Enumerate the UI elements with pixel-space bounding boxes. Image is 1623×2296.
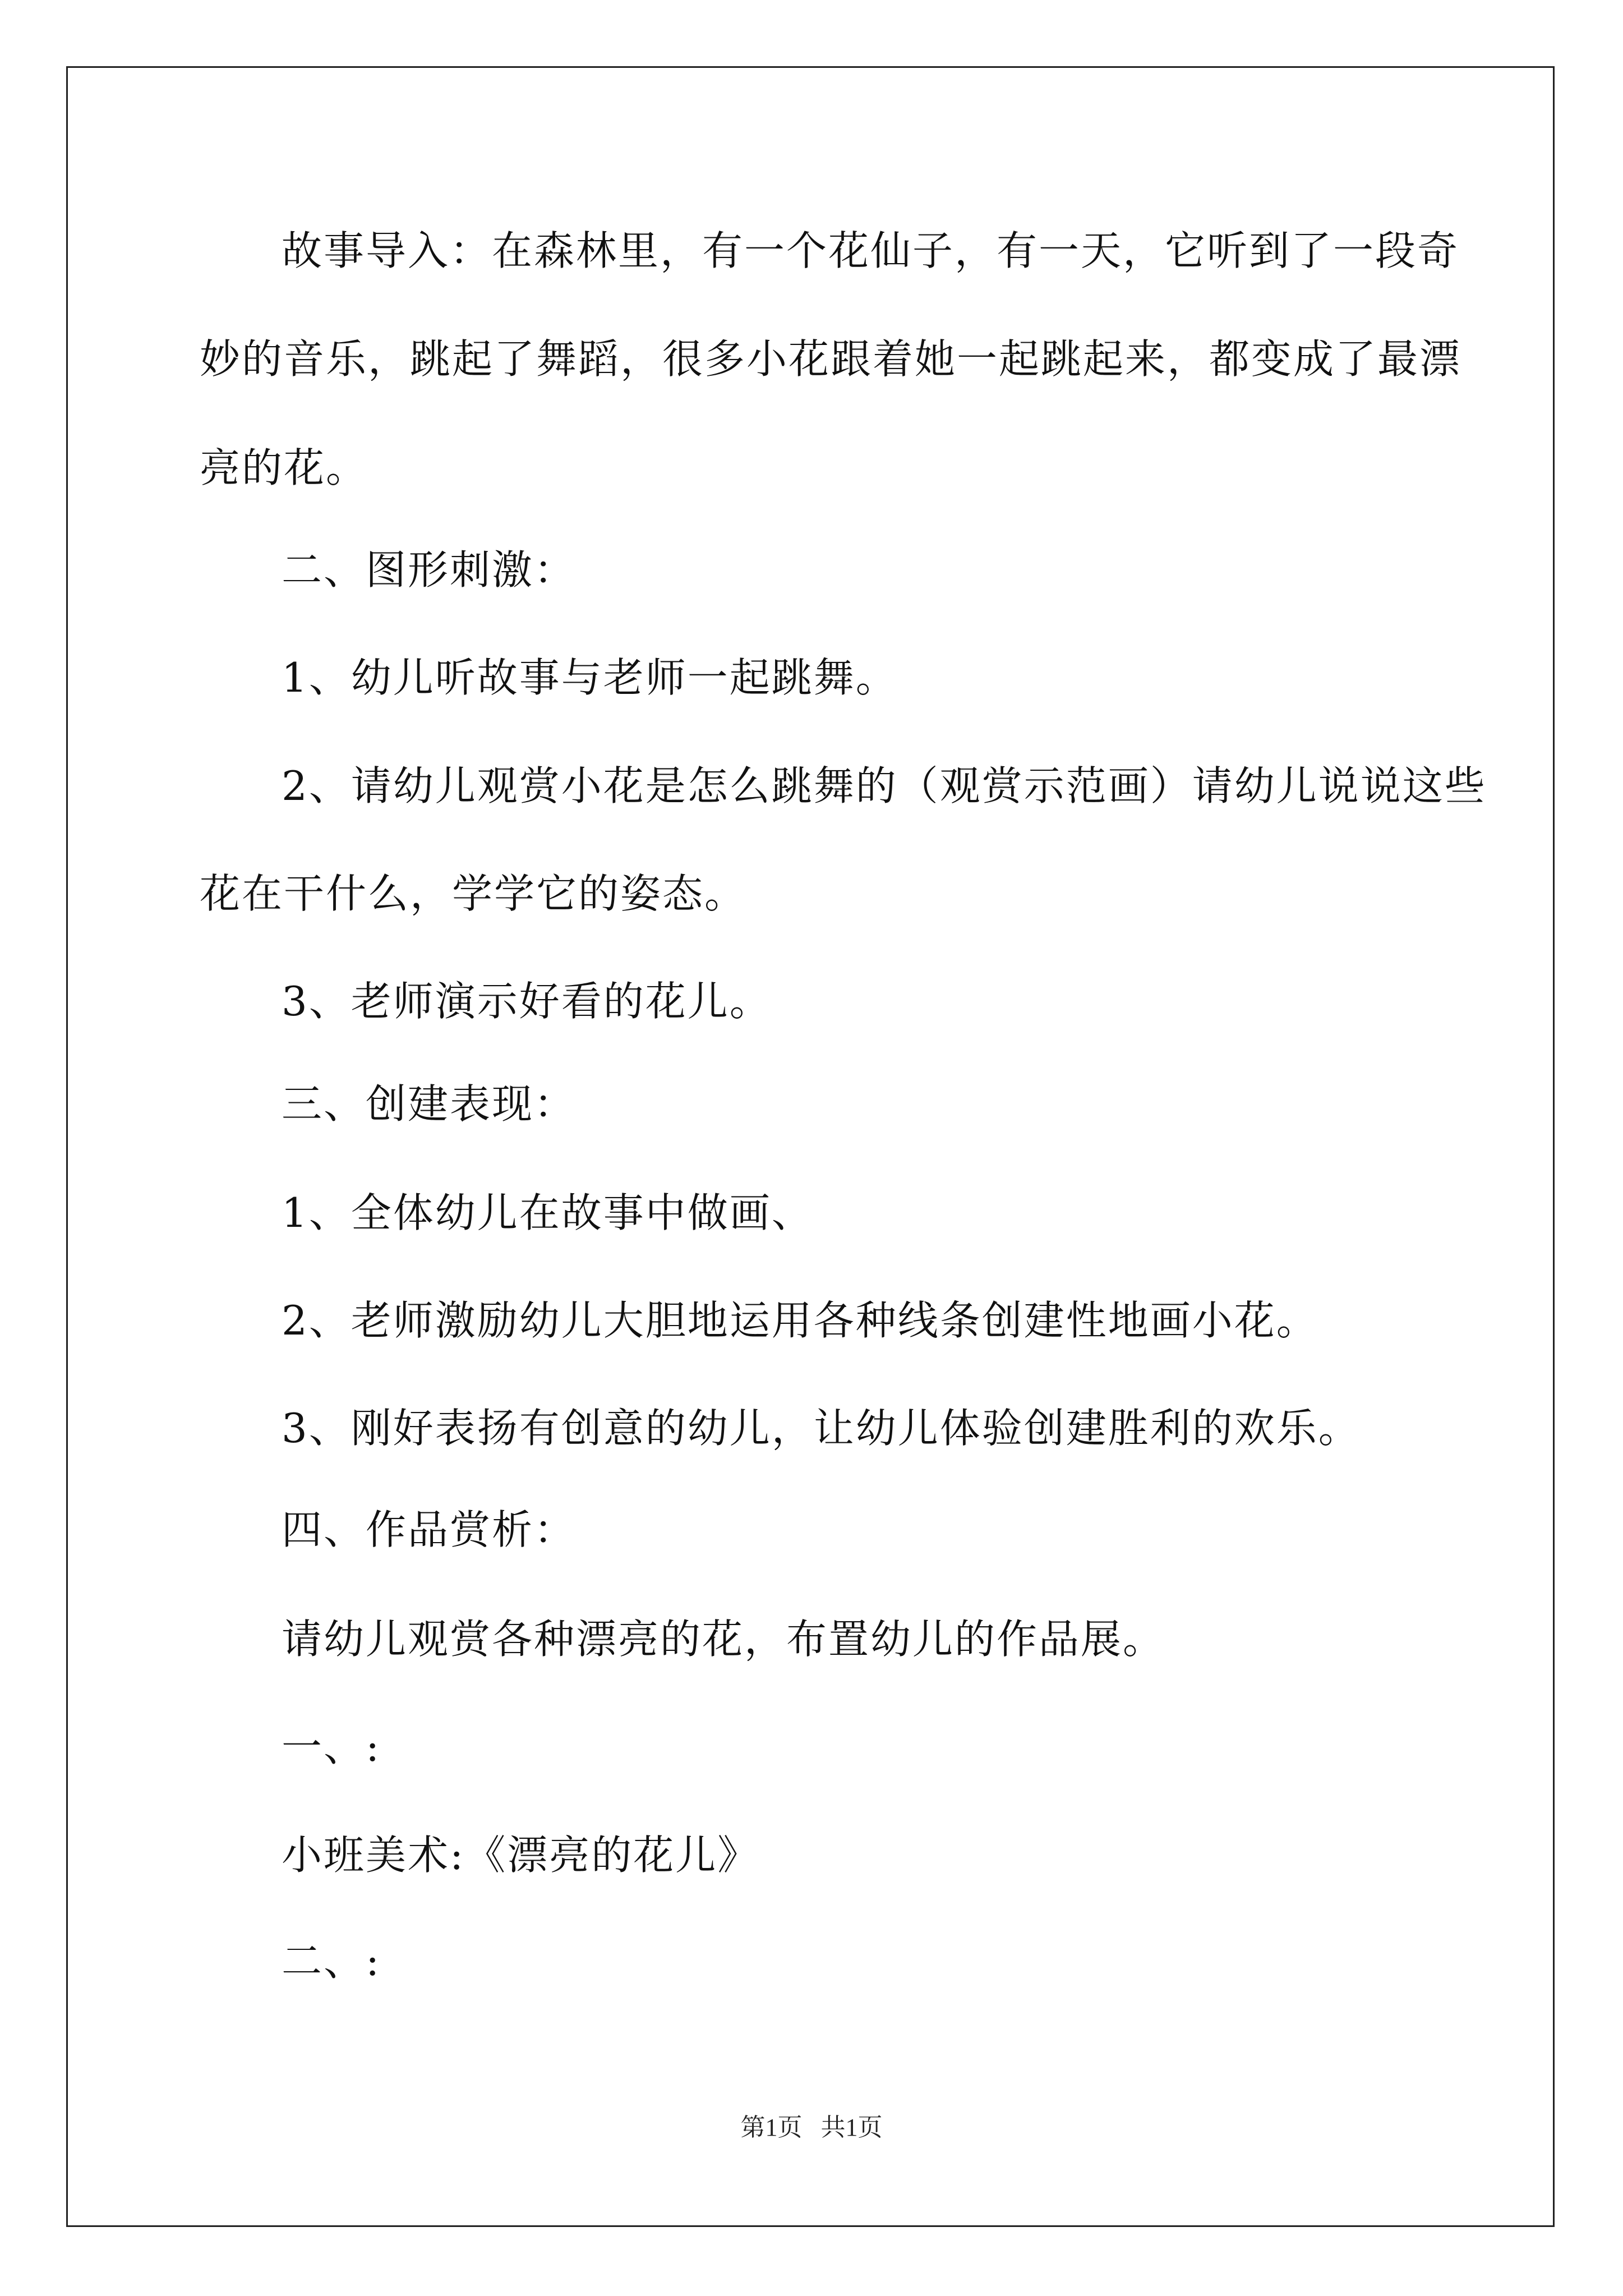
list-item: 3、刚好表扬有创意的幼儿，让幼儿体验创建胜利的欢乐。 xyxy=(282,1405,1361,1452)
page-number-footer: 第1页 共1页 xyxy=(740,2114,883,2141)
page-border xyxy=(66,66,1555,2227)
list-item: 2、请幼儿观赏小花是怎么跳舞的（观赏示范画）请幼儿说说这些 xyxy=(282,762,1487,809)
list-item: 3、老师演示好看的花儿。 xyxy=(282,978,772,1025)
section-heading: 二、图形刺激： xyxy=(282,546,577,593)
paragraph-line: 妙的音乐，跳起了舞蹈，很多小花跟着她一起跳起来，都变成了最漂 xyxy=(200,335,1462,383)
paragraph-line: 小班美术:《漂亮的花儿》 xyxy=(282,1832,760,1879)
paragraph-line: 花在干什么，学学它的姿态。 xyxy=(200,870,747,917)
section-heading: 四、作品赏析： xyxy=(282,1506,577,1553)
paragraph-line: 请幼儿观赏各种漂亮的花，布置幼儿的作品展。 xyxy=(282,1616,1165,1663)
paragraph-line: 亮的花。 xyxy=(200,444,368,491)
list-item: 1、幼儿听故事与老师一起跳舞。 xyxy=(282,654,898,701)
section-heading: 二、: xyxy=(282,1938,381,1985)
list-item: 1、全体幼儿在故事中做画、 xyxy=(282,1189,814,1236)
section-heading: 三、创建表现： xyxy=(282,1080,577,1128)
paragraph-line: 故事导入：在森林里，有一个花仙子，有一天，它听到了一段奇 xyxy=(282,227,1460,274)
list-item: 2、老师激励幼儿大胆地运用各种线条创建性地画小花。 xyxy=(282,1297,1318,1344)
section-heading: 一、: xyxy=(282,1723,381,1770)
